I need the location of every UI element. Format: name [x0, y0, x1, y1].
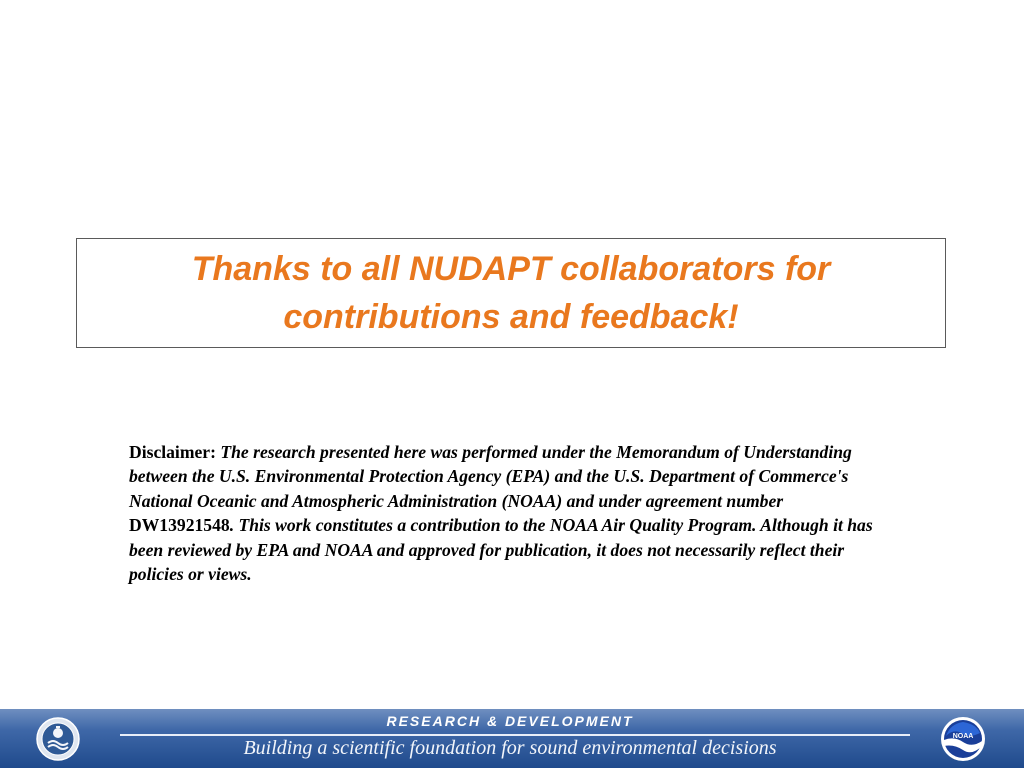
thanks-heading: Thanks to all NUDAPT collaborators for contributions and feedback! [191, 250, 831, 336]
disclaimer-text-part2: . This work constitutes a contribution to the NOAA Air Quality Program. Although it has been reviewed by EPA and NOAA and approved for publication, it does not necessarily reflect their policies or views. [129, 515, 873, 585]
footer-title: RESEARCH & DEVELOPMENT [386, 713, 634, 729]
noaa-logo-icon [940, 716, 986, 762]
epa-seal-icon [36, 717, 80, 761]
disclaimer-text-part1: The research presented here was performed under the Memorandum of Understanding between the U.S. Environmental Protection Agency (EPA) and the U.S. Department of Commerce's National Oceanic and Atmospheric Administration (NOAA) and under agreement number [129, 442, 852, 511]
footer-tagline: Building a scientific foundation for sound environmental decisions [243, 737, 777, 759]
disclaimer-label: Disclaimer: [129, 442, 216, 462]
noaa-logo-text: NOAA [952, 733, 974, 740]
disclaimer-paragraph [129, 440, 889, 586]
footer-divider [120, 734, 910, 736]
thanks-box [76, 238, 946, 348]
agreement-number: DW13921548 [129, 515, 230, 536]
footer-banner [0, 709, 1024, 768]
